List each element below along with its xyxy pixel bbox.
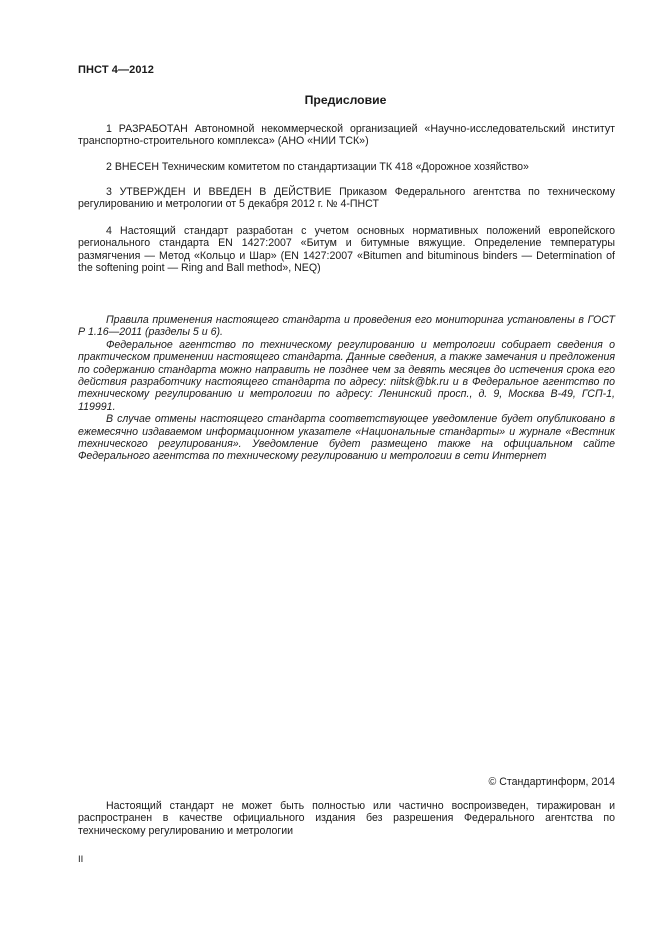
foreword-item-text: 3 УТВЕРЖДЕН И ВВЕДЕН В ДЕЙСТВИЕ Приказом Федерального агентства по техническому регулированию и метрологии от 5 декабря 2012 г. № 4-ПНСТ bbox=[78, 186, 615, 211]
notice-paragraph: Федеральное агентство по техническому регулированию и метрологии собирает сведения о практическом применении настоящего стандарта. Данные сведения, а также замечания и предложения по содержанию стандарта можно направить не позднее чем за девять месяцев до истечения срока его действия разработчику настоящего стандарта по адресу: niitsk@bk.ru и в Федеральное агентство по техническому регулированию и метрологии по адресу: Ленинский просп., д. 9, Москва В-49, ГСП-1, 119991. bbox=[78, 338, 615, 413]
foreword-item-2 bbox=[78, 161, 615, 173]
notice-paragraph: Правила применения настоящего стандарта и проведения его мониторинга установлены в ГОСТ Р 1.16—2011 (разделы 5 и 6). bbox=[78, 314, 615, 339]
foreword-item-text: 1 РАЗРАБОТАН Автономной некоммерческой организацией «Научно-исследовательский институт транспортно-строительного комплекса» (АНО «НИИ ТСК») bbox=[78, 123, 615, 148]
foreword-item-1 bbox=[78, 123, 615, 148]
page-title: Предисловие bbox=[304, 93, 387, 107]
notice-paragraph: В случае отмены настоящего стандарта соответствующее уведомление будет опубликовано в ежемесячно издаваемом информационном указателе «Национальные стандарты» и журнале «Вестник технического регулирования». Уведомление будет размещено также на официальном сайте Федерального агентства по техническому регулированию и метрологии в сети Интернет bbox=[78, 413, 615, 463]
legal-notice bbox=[78, 800, 615, 837]
legal-notice-text: Настоящий стандарт не может быть полностью или частично воспроизведен, тиражирован и распространен в качестве официального издания без разрешения Федерального агентства по техническому регулированию и метрологии bbox=[78, 800, 615, 837]
foreword-item-4 bbox=[78, 225, 615, 275]
foreword-item-text: 2 ВНЕСЕН Техническим комитетом по стандартизации ТК 418 «Дорожное хозяйство» bbox=[106, 161, 529, 173]
notice-block bbox=[78, 314, 615, 463]
document-code: ПНСТ 4—2012 bbox=[78, 64, 154, 76]
foreword-item-3 bbox=[78, 186, 615, 211]
foreword-item-text: 4 Настоящий стандарт разработан с учетом основных нормативных положений европейского регионального стандарта EN 1427:2007 «Битум и битумные вяжущие. Определение температуры размягчения — Метод «Кольцо и Шар» (EN 1427:2007 «Bitumen and bituminous binders — Determination of the softening point — Ring and Ball method», NEQ) bbox=[78, 225, 615, 275]
copyright-line: © Стандартинформ, 2014 bbox=[488, 776, 615, 788]
page-number: II bbox=[78, 854, 84, 865]
